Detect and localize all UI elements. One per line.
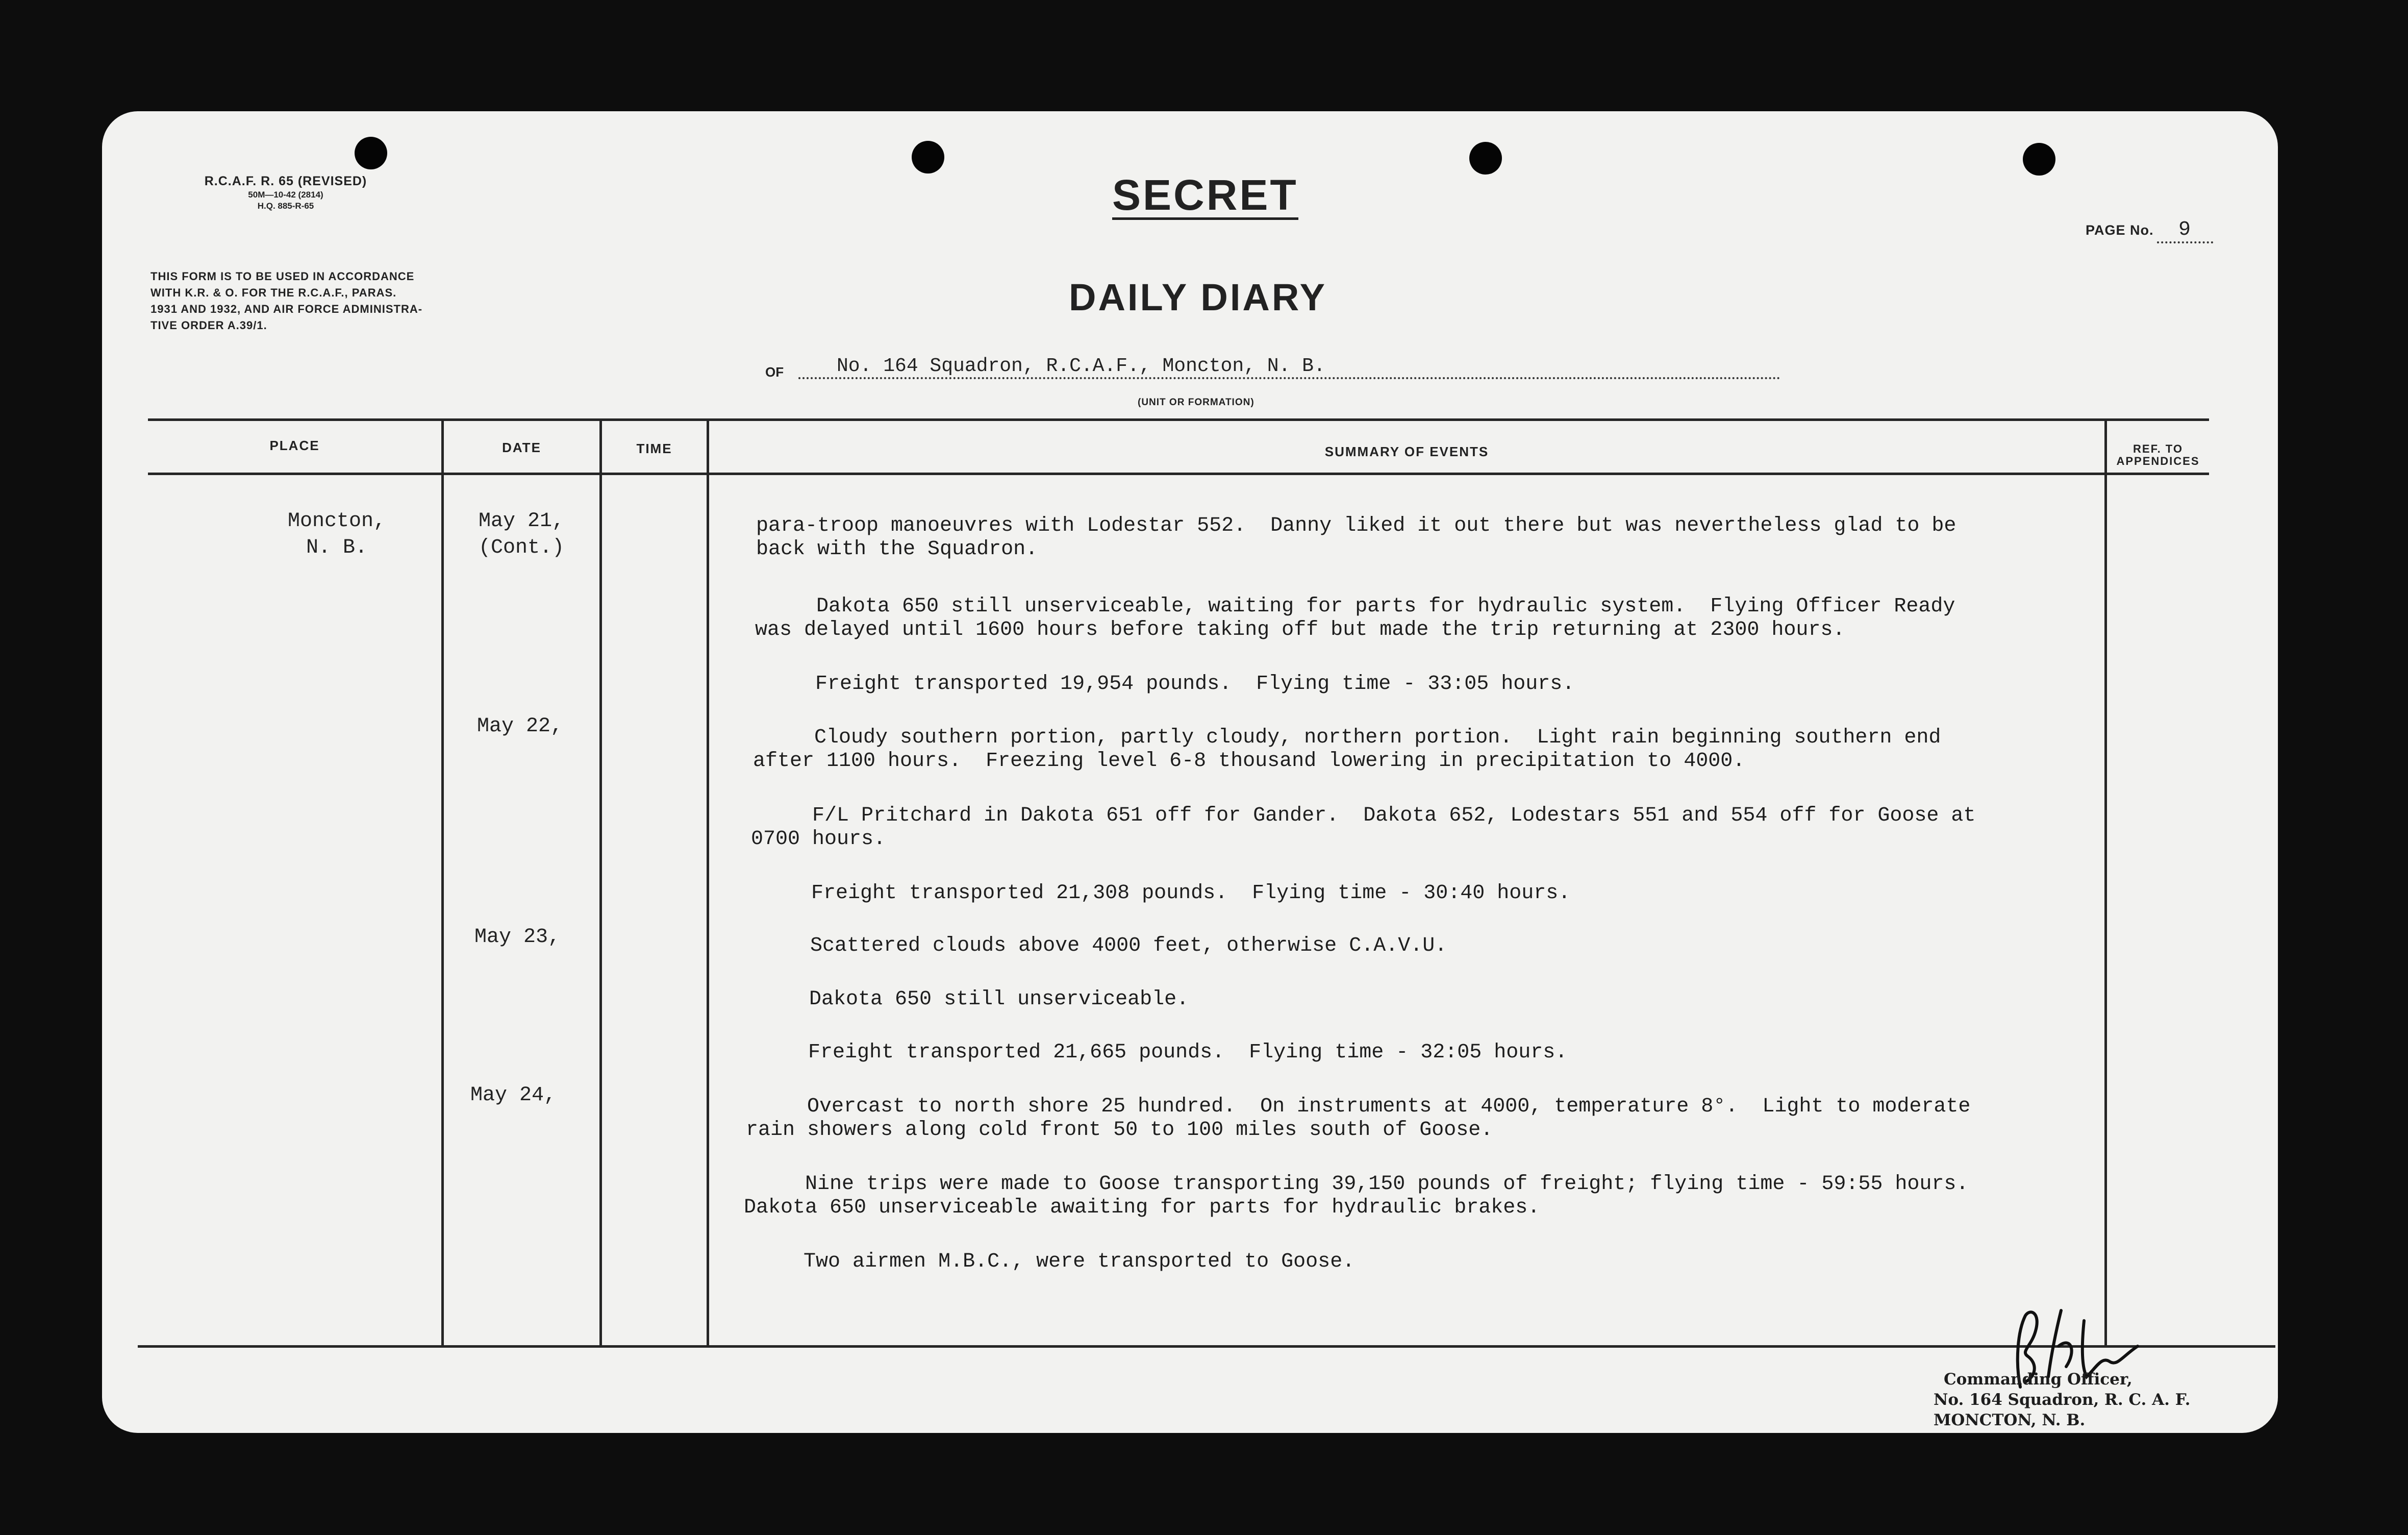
place-line: N. B. [306,536,368,559]
page-number-label: PAGE No. [2086,222,2154,238]
notice-line: THIS FORM IS TO BE USED IN ACCORDANCE [150,270,415,283]
classification-heading: SECRET [1112,172,1298,220]
column-header-place: PLACE [269,438,320,453]
ref-header-line: APPENDICES [2116,455,2200,467]
page-number-field [2086,218,2213,243]
diary-form-card [102,111,2278,1433]
summary-line: Nine trips were made to Goose transporting 39,150 pounds of freight; flying time - 59:55 hours. [744,1173,1969,1196]
column-header-ref [2107,443,2209,467]
summary-line: Scattered clouds above 4000 feet, otherwise C.A.V.U. [749,934,1447,957]
column-divider [441,420,444,1346]
summary-line: F/L Pritchard in Dakota 651 off for Gander. Dakota 652, Lodestars 551 and 554 off for Goose at [751,804,1976,827]
summary-line: Dakota 650 still unserviceable. [748,988,1189,1011]
date-cell: May 23, [474,926,561,949]
form-hq-code: H.Q. 885-R-65 [257,201,314,211]
date-cell: May 24, [470,1084,557,1107]
summary-line: Freight transported 21,665 pounds. Flying time - 32:05 hours. [747,1041,1568,1064]
form-number: R.C.A.F. R. 65 (REVISED) [204,174,367,188]
summary-line: Dakota 650 unserviceable awaiting for parts for hydraulic brakes. [744,1196,1540,1219]
form-identifier [163,174,408,211]
summary-line: was delayed until 1600 hours before taking off but made the trip returning at 2300 hours. [755,618,1845,641]
page-title: DAILY DIARY [1069,276,1327,318]
date-cell: May 22, [477,715,563,738]
punch-hole [912,141,944,174]
column-header-date: DATE [502,440,541,455]
date-line: (Cont.) [479,536,565,559]
place-cell [255,508,418,561]
summary-line: Overcast to north shore 25 hundred. On instruments at 4000, temperature 8°. Light to moderate [746,1095,1971,1118]
notice-line: TIVE ORDER A.39/1. [150,318,267,332]
notice-line: WITH K.R. & O. FOR THE R.C.A.F., PARAS. [150,286,397,299]
summary-line: Two airmen M.B.C., were transported to Goose. [742,1250,1355,1273]
date-line: May 21, [479,510,565,533]
unit-value: No. 164 Squadron, R.C.A.F., Moncton, N. B. [798,355,1780,379]
column-header-summary: SUMMARY OF EVENTS [1324,444,1489,459]
punch-hole [1469,142,1502,175]
usage-notice [150,268,661,334]
table-bottom-rule [138,1345,2275,1348]
punch-hole [2023,143,2055,176]
signature-block [1934,1369,2190,1430]
summary-line: Cloudy southern portion, partly cloudy, northern portion. Light rain beginning southern end [753,726,1941,749]
page-number-value: 9 [2157,218,2213,243]
of-label: OF [765,364,784,380]
signature-title: Commanding Officer, [1944,1370,2133,1389]
summary-line: back with the Squadron. [756,538,1038,561]
summary-line: after 1100 hours. Freezing level 6-8 thousand lowering in precipitation to 4000. [753,750,1745,773]
column-divider [599,420,602,1346]
column-divider [2104,420,2107,1346]
summary-line: Freight transported 21,308 pounds. Flying time - 30:40 hours. [750,882,1571,905]
column-divider [707,420,709,1346]
summary-line: rain showers along cold front 50 to 100 miles south of Goose. [746,1119,1493,1142]
table-top-rule [148,418,2209,421]
signature-unit: No. 164 Squadron, R. C. A. F. [1934,1391,2191,1409]
notice-line: 1931 AND 1932, AND AIR FORCE ADMINISTRA- [150,302,423,315]
header-bottom-rule [148,473,2209,475]
column-header-time: TIME [636,441,672,456]
form-print-code: 50M—10-42 (2814) [248,190,323,200]
ref-header-line: REF. TO [2133,442,2183,455]
unit-field [765,355,1780,382]
signature-location: MONCTON, N. B. [1934,1411,2086,1429]
summary-line: Dakota 650 still unserviceable, waiting for parts for hydraulic system. Flying Officer Ready [755,595,1955,618]
punch-hole [355,137,387,169]
date-cell [479,508,564,561]
place-line: Moncton, [287,510,386,533]
summary-line: para-troop manoeuvres with Lodestar 552. Danny liked it out there but was nevertheless glad to be [756,514,1956,537]
summary-line: Freight transported 19,954 pounds. Flying time - 33:05 hours. [754,673,1575,696]
summary-line: 0700 hours. [751,828,886,851]
unit-caption: (UNIT OR FORMATION) [1138,397,1255,408]
